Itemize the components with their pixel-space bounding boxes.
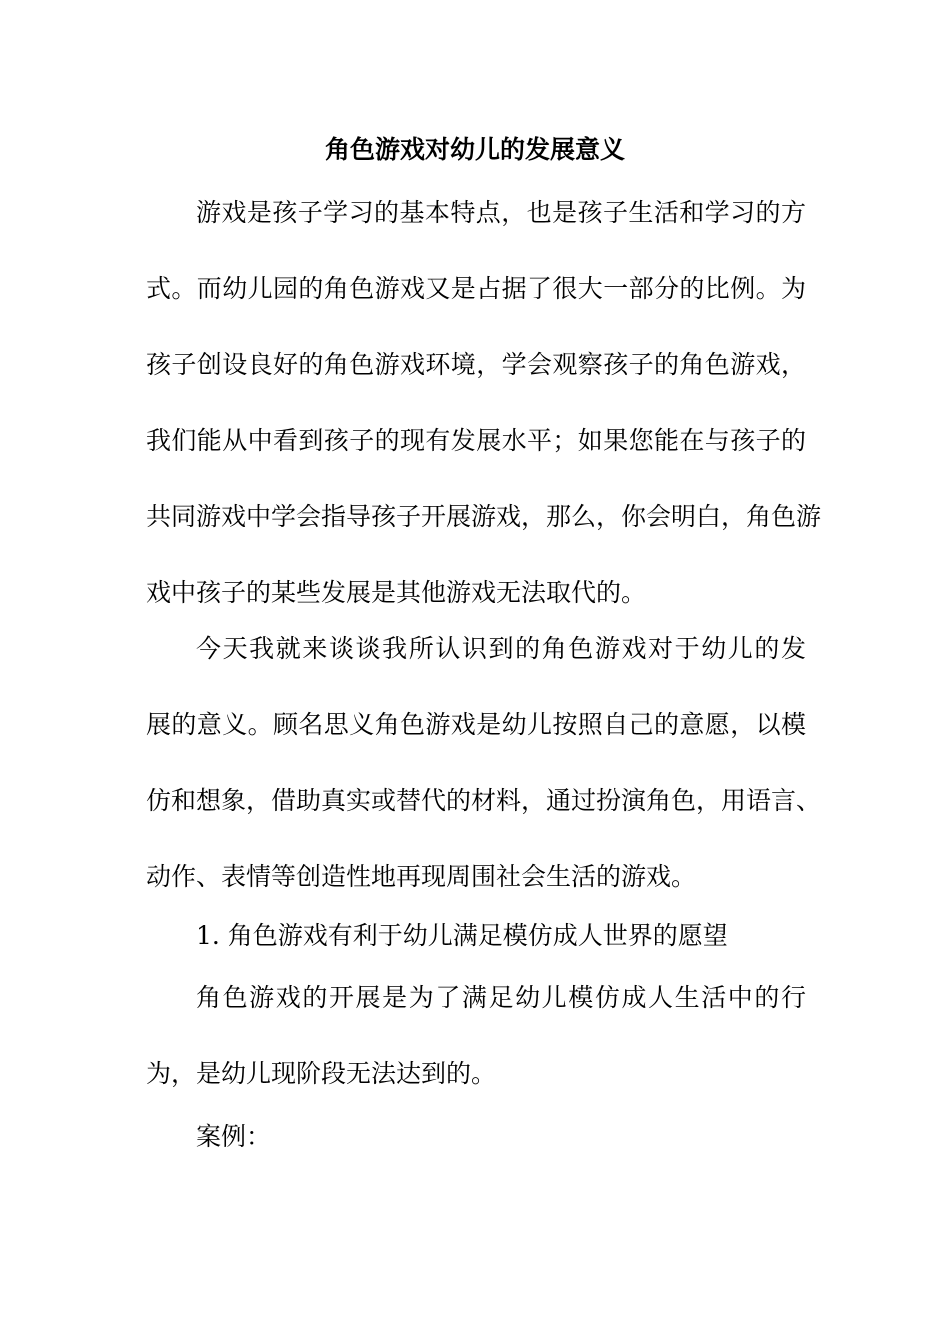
paragraph-line: 角色游戏的开展是为了满足幼儿模仿成人生活中的行: [196, 983, 806, 1012]
paragraph-section-1: [146, 970, 806, 1122]
paragraph-line: 共同游戏中学会指导孩子开展游戏，那么，你会明白，角色游: [146, 502, 822, 531]
paragraph-line: 戏中孩子的某些发展是其他游戏无法取代的。: [146, 578, 647, 607]
paragraph-line: 仿和想象，借助真实或替代的材料，通过扮演角色，用语言、: [146, 786, 822, 815]
paragraph-line: 式。而幼儿园的角色游戏又是占据了很大一部分的比例。为: [146, 274, 806, 303]
paragraph-line: 我们能从中看到孩子的现有发展水平；如果您能在与孩子的: [146, 426, 806, 455]
paragraph-line: 动作、表情等创造性地再现周围社会生活的游戏。: [146, 862, 697, 891]
section-heading-1: 1. 角色游戏有利于幼儿满足模仿成人世界的愿望: [196, 921, 728, 950]
document-title: 角色游戏对幼儿的发展意义: [324, 135, 625, 164]
paragraph-meaning: [146, 621, 822, 925]
case-label: 案例：: [196, 1122, 272, 1151]
paragraph-intro: [146, 185, 822, 641]
paragraph-line: 展的意义。顾名思义角色游戏是幼儿按照自己的意愿，以模: [146, 710, 806, 739]
paragraph-line: 今天我就来谈谈我所认识到的角色游戏对于幼儿的发: [196, 634, 806, 663]
paragraph-line: 孩子创设良好的角色游戏环境，学会观察孩子的角色游戏，: [146, 350, 806, 379]
paragraph-line: 游戏是孩子学习的基本特点，也是孩子生活和学习的方: [196, 198, 806, 227]
paragraph-line: 为，是幼儿现阶段无法达到的。: [146, 1059, 497, 1088]
